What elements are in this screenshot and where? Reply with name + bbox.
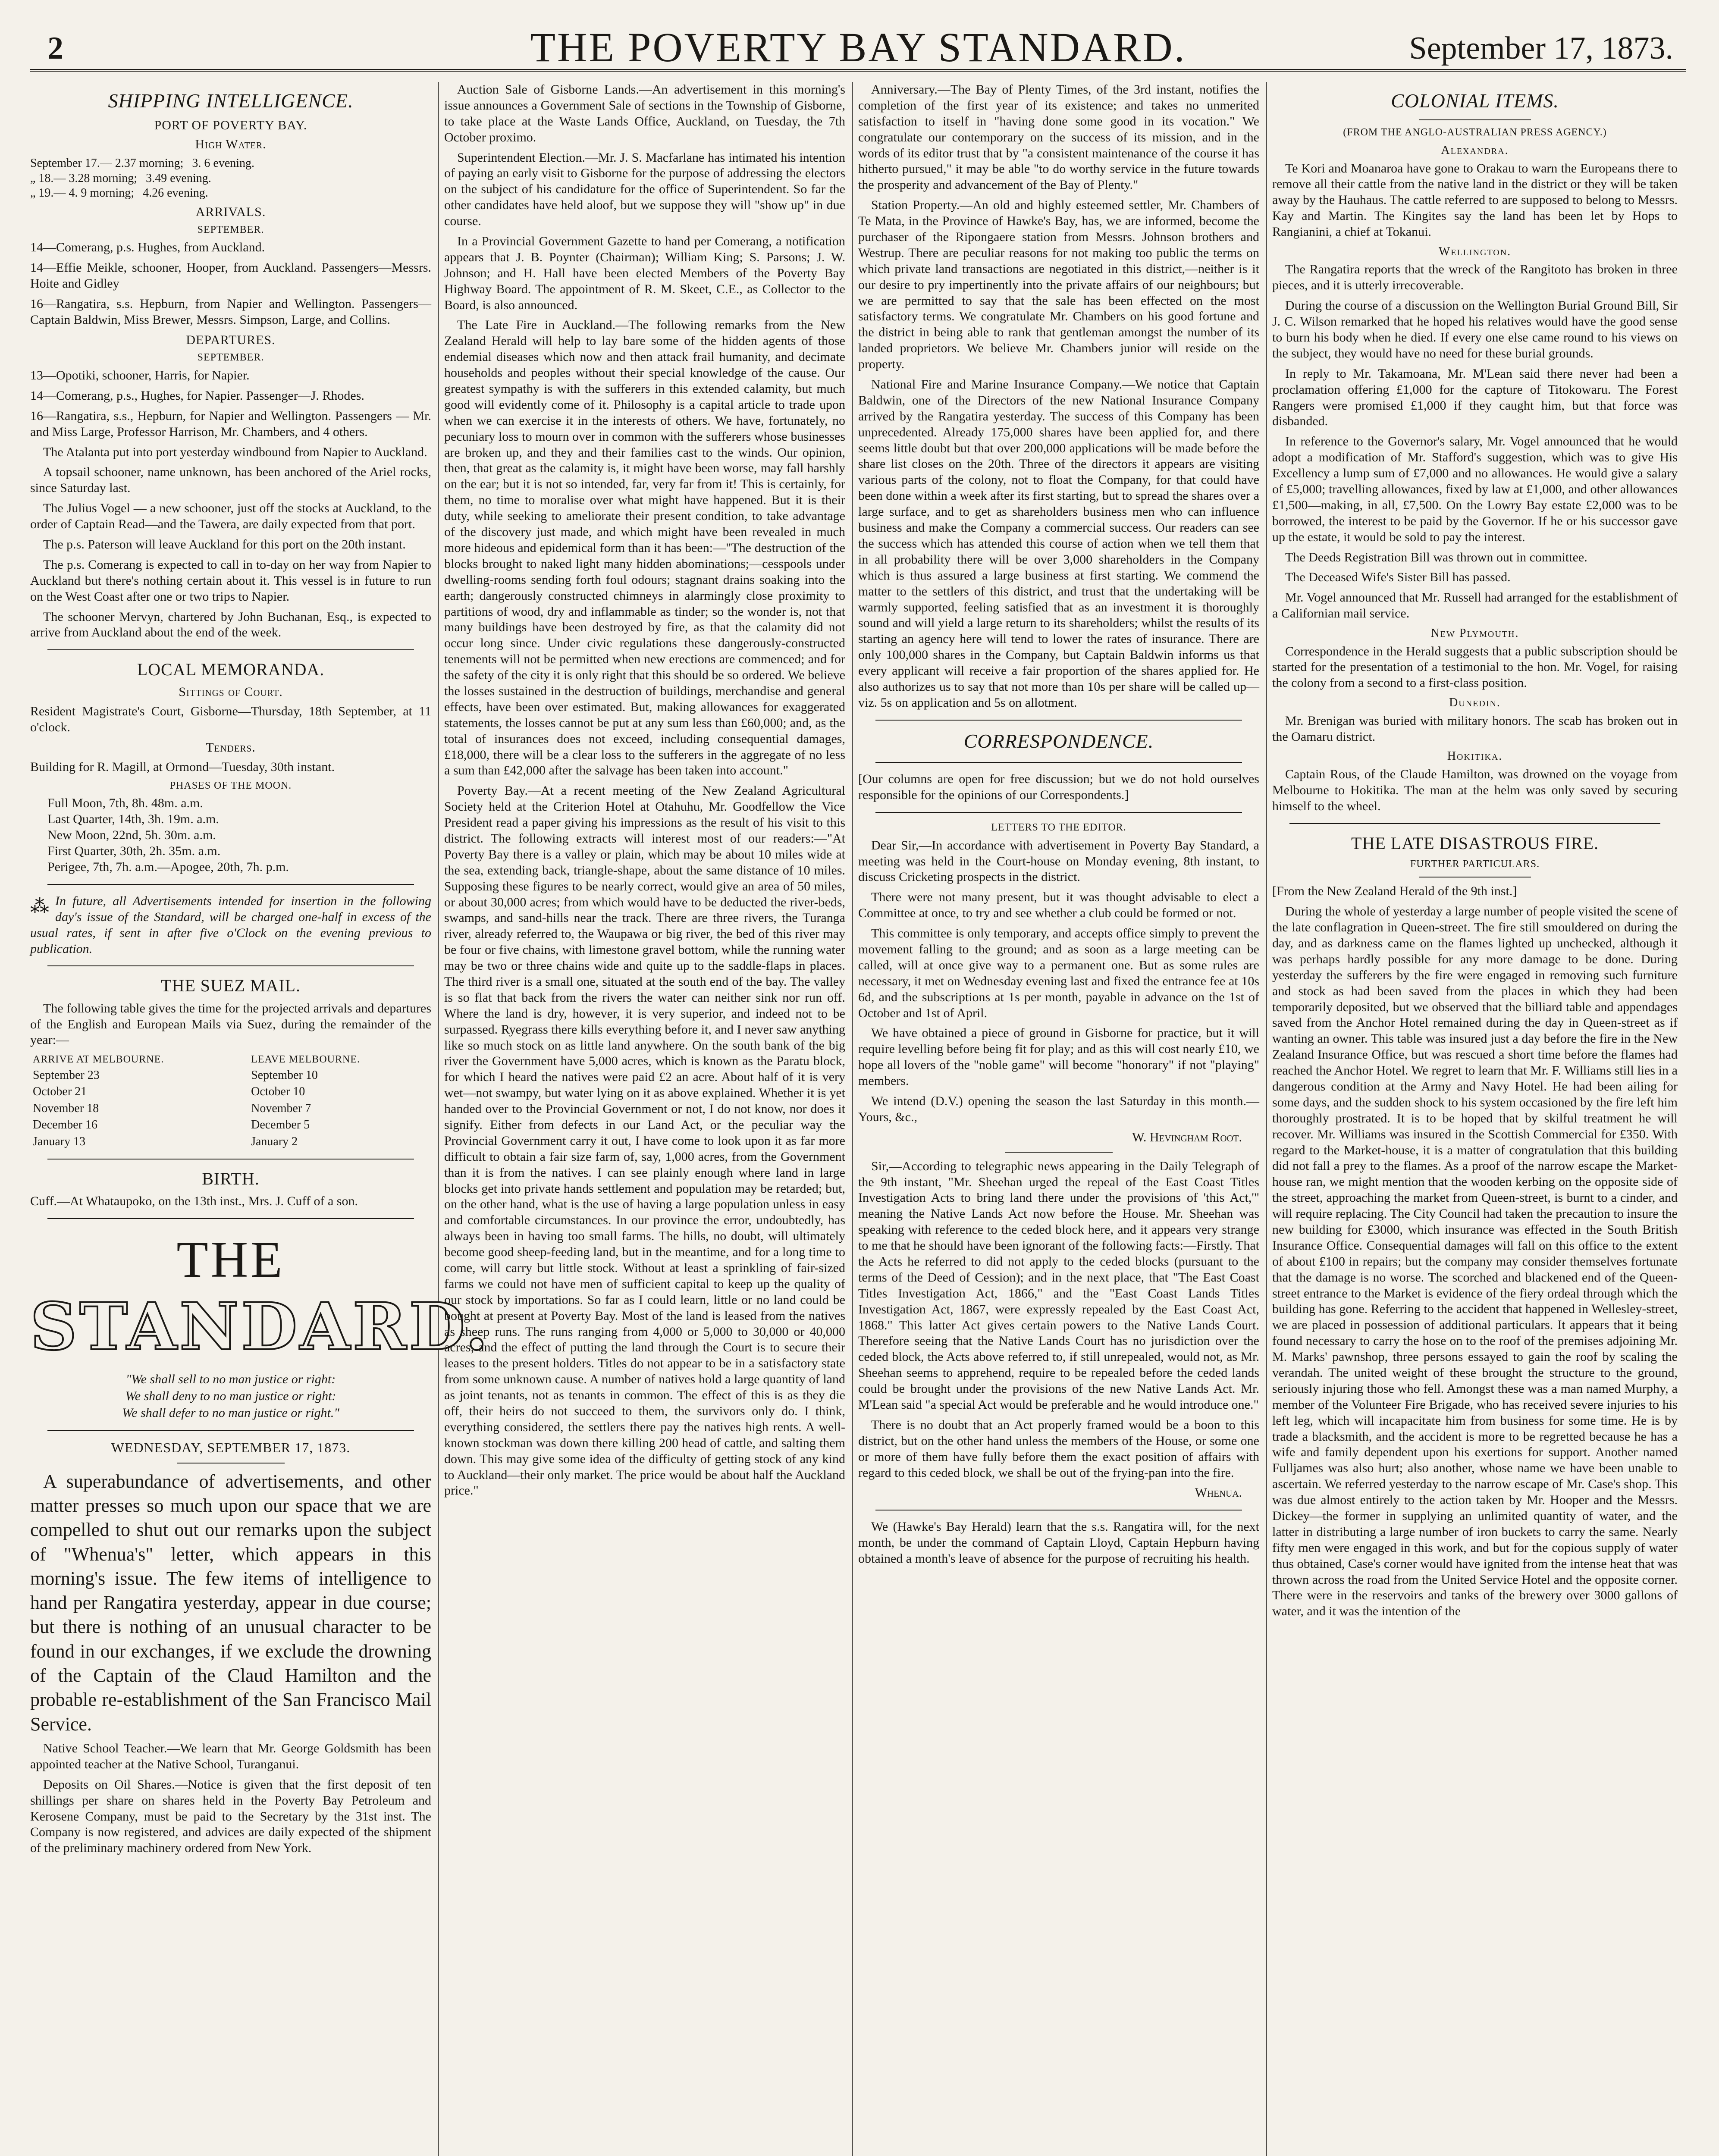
divider [1005,1152,1113,1153]
column-4 [1272,82,1678,2156]
letter-paragraph: We have obtained a piece of ground in Gisborne for practice, but it will require levelling before being fit for play; and as this will cost nearly £10, we hope all lovers of the "noble game" will become "honorary" if not "playing" members. [858,1026,1259,1088]
port-heading: PORT OF POVERTY BAY. [154,118,307,132]
suez-header-arrive: ARRIVE AT MELBOURNE. [33,1054,164,1065]
moon-entry: First Quarter, 30th, 2h. 35m. a.m. [47,844,221,859]
memoranda-heading: LOCAL MEMORANDA. [137,660,325,680]
moon-entry: New Moon, 22nd, 5h. 30m. a.m. [47,828,216,843]
news-paragraph: Captain Rous, of the Claude Hamilton, was drowned on the voyage from Melbourne to Hokitika. The man at the helm was only saved by securing himself to the wheel. [1272,767,1678,813]
leader-date: WEDNESDAY, SEPTEMBER 17, 1873. [111,1440,351,1456]
shipping-paragraph: The schooner Mervyn, chartered by John Buchanan, Esq., is expected to arrive from Auckland about the end of the week. [30,609,431,640]
advertising-notice: ⁂ In future, all Advertisements intended for insertion in the following day's issue of the Standard, will be charged one-half in excess of the usual rates, if sent in after five o'Clock on the evening previous to publication. [30,893,431,956]
divider [875,762,1242,763]
moon-entry: Last Quarter, 14th, 3h. 19m. a.m. [47,812,219,827]
issue-date: September 17, 1873. [1409,31,1673,66]
news-paragraph: Native School Teacher.—We learn that Mr. George Goldsmith has been appointed teacher at the Native School, Turanganui. [30,1741,431,1771]
departure-entry: 13—Opotiki, schooner, Harris, for Napier. [30,368,250,382]
table-row: September 23 September 10 [33,1068,318,1082]
standard-nameplate: STANDARD. [30,1288,491,1365]
divider [47,884,414,885]
masthead [30,17,1686,72]
letter-signature: Whenua. [1195,1485,1242,1500]
tide-row: „ 18.— 3.28 morning; 3.49 evening. [30,171,211,185]
news-paragraph: Superintendent Election.—Mr. J. S. Macfarlane has intimated his intention of paying an early visit to Gisborne for the purpose of addressing the electors on the subject of his candidature for the office of Superintendent. So far the other candidates have held aloof, but we suppose they will "show up" in due course. [444,150,845,229]
news-paragraph: Poverty Bay.—At a recent meeting of the New Zealand Agricultural Society held at the Criterion Hotel at Otahuhu, Mr. Goodfellow the Vice President read a paper giving his impressions as the result of his visit to this district. The following extracts will interest most of our readers:—"At Poverty Bay there is a valley or plain, which may be about 10 miles wide at the sea, extending back, triangle-shape, about the same distance of 10 miles. Supposing these figures to be nearly correct, would give an area of 50 miles, or about 30,000 acres; from which would have to be deducted the river-beds, swamps, and sand-hills near the track. There are three rivers, the Turanga river, already referred to, the Waupawa or big river, the bed of this river may be four or five chains, with limestone gravel bottom, while the running water may be two or three chains wide and quite up to the saddle-flaps in places. The third river is a small one, situated at the south end of the bay. The valley is so flat that back from the rivers the water can neither sink nor run off. Where the land is dry, however, it is very superior, and indeed not to be surpassed. Ryegrass there kills everything before it, and I never saw anything like so much stock on as little land anywhere. On the south bank of the big river the Government have 5,000 acres, which is known as the Paratu block, for which I heard the natives were paid £2 an acre. About half of it is very wet—not swampy, but water lying on it as above explained. Whether it is yet handed over to the Provincial Government or not, I do not know, nor does it signify. Either from defects in our Land Act, or the peculiar way the Provincial Government carry it out, I have come to look upon it as far more difficult to obtain a fair size farm of, say, 1,000 acres, from the Government than it is from the natives. I can see plainly enough where land in large blocks get into private hands settlement and population may be retarded; but, on the other hand, what is the use of having a large population unless in easy and comfortable circumstances. In our province the error, undoubtedly, has always been in having too small farms. The hills, no doubt, will ultimately become good sheep-feeding land, but in the meantime, and for a long time to come, will carry but little stock. Without at least a sprinkling of fair-sized farms we could not have men of sufficient capital to keep up the quality of our stock by importations. So far as I could learn, little or no land could be bought at present at Poverty Bay. Most of the land is leased from the natives as sheep runs. The runs ranging from 4,000 or 5,000 to 30,000 or 40,000 acres, and the effect of putting the land through the Court is to secure their leases to the present holders. Titles do not appear to be in a satisfactory state from some unknown cause. A number of natives hold a large quantity of land as joint tenants, not as tenants in common. The effect of this is as they die off, their heirs do not succeed to them, the survivors only do. I think, everything considered, the settlers there pay the natives high rents. A well-known stockman was down there killing 200 head of cattle, and salting them down. This may give some idea of the difficulty of getting stock of any kind to Auckland—their only market. The price would be about half the Auckland price." [444,783,845,1498]
newspaper-page [30,17,1686,2156]
letter-paragraph: There is no doubt that an Act properly framed would be a boon to this district, but on the other hand unless the members of the House, or some one or more of them have fully before them the exact position of affairs with regard to this ceded block, we shall be out of the frying-pan into the fire. [858,1417,1259,1480]
shipping-heading: SHIPPING INTELLIGENCE. [108,90,354,112]
tenders-heading: Tenders. [206,740,256,755]
shipping-paragraph: The p.s. Paterson will leave Auckland for this port on the 20th instant. [43,537,406,552]
arrival-entry: 14—Comerang, p.s. Hughes, from Auckland. [30,240,265,255]
table-row: December 16 December 5 [33,1118,310,1132]
fire-source-note: [From the New Zealand Herald of the 9th inst.] [1272,884,1517,899]
divider [47,1218,414,1219]
shipping-paragraph: The Julius Vogel — a new schooner, just off the stocks at Auckland, to the order of Captain Read—and the Tawera, are daily expected from that port. [30,501,431,532]
table-row: January 13 January 2 [33,1134,298,1148]
place-heading: Wellington. [1438,244,1512,258]
news-paragraph: Anniversary.—The Bay of Plenty Times, of the 3rd instant, notifies the completion of the first year of its existence; and takes no unmerited satisfaction to itself in "having done some good in its vocation." We congratulate our contemporary on the success of its mission, and in the words of its editor trust that by "a consistent maintenance of the course it has hitherto pursued," it may be able "to do worthy service in the future towards the prosperity and advancement of the Bay of Plenty." [858,82,1259,192]
moon-list [30,796,431,875]
news-paragraph: In reply to Mr. Takamoana, Mr. M'Lean said there never had been a proclamation offering £1,000 for the capture of Titokowaru. The Forest Rangers were promised £1,000 if they caught him, but that force was disbanded. [1272,366,1678,429]
news-paragraph: National Fire and Marine Insurance Company.—We notice that Captain Baldwin, one of the Directors of the new National Insurance Company arrived by the Rangatira yesterday. The success of this Company has been unprecedented. Already 175,000 shares have been applied for, and there seems little doubt but that over 200,000 applications will be made before the share list closes on the 20th. Three of the directors it appears are visiting various parts of the colony, not to float the Company, for that could have been done within a week after its first starting, but to spread the shares over a large surface, and to get as shareholders business men who can influence business and make the Company a commercial success. Our readers can see the success which has attended this course of action when we tell them that in all probability there will be over 3,000 shareholders in the Company which is thus assured a large business at first starting. We commend the matter to the settlers of this district, and trust that the undertaking will be warmly supported, feeling satisfied that as an investment it is thoroughly sound and will yield a large return to its shareholders; whilst the results of its starting an agency here will tend to lower the rates of insurance. There are only 100,000 shares in the Company, but Captain Baldwin informs us that every applicant will receive a fair proportion of the shares applied for. He also authorizes us to say that not more than 10s per share will be called up—viz. 5s on application and 5s on allotment. [858,377,1259,710]
departures-heading: DEPARTURES. [186,332,276,347]
news-paragraph: Mr. Brenigan was buried with military honors. The scab has broken out in the Oamaru district. [1272,713,1678,744]
news-paragraph: During the whole of yesterday a large number of people visited the scene of the late conflagration in Queen-street. The fire still smouldered on during the day, and as darkness came on the flames lighted up unchecked, although it was perhaps hardly possible for any more damage to be done. During yesterday the sufferers by the fire were engaged in removing such furniture and stock as had been saved from the places in which they had been temporarily deposited, but we observed that the billiard table and appendages saved from the Anchor Hotel remained during the day in Queen-street as if wanting an owner. This table was insured just a day before the fire in the New Zealand Insurance Office, but was rescued a short time before the flames had reached the Anchor Hotel. We regret to learn that Mr. F. Williams still lies in a dangerous condition at the Army and Navy Hotel. He had been ailing for some days, and the sudden shock to his system occasioned by the fire left him thoroughly prostrated. It is to be hoped that by skilful treatment he will recover. Mr. Williams was insured in the Scottish Commercial for £350. With regard to the Market-house, it is a matter of congratulation that this building did not fall a prey to the flames. As a proof of the narrow escape the Market-house ran, we might mention that the wooden kerbing on the opposite side of the street, approaching the market from Queen-street, is burnt to a cinder, and will require replacing. The City Council had taken the precaution to insure the new building for £3000, which insurance was effected in the South British Insurance Office. Consequential damages will fall on this office to the extent of about £100 in repairs; but the company may consider themselves fortunate that the damage is no worse. The scorched and blackened end of the Queen-street entrance to the Market is evidence of the fiery ordeal through which the building has gone. Referring to the accident that happened in Wellesley-street, we are placed in possession of additional particulars. It appears that it being found necessary to carry the hose on to the roof of the premises adjoining Mr. M. Marks' pawnshop, three persons essayed to gain the roof by scaling the verandah. The united weight of these brought the structure to the ground, seriously injuring those who fell. Amongst these was a man named Murphy, a member of the Volunteer Fire Brigade, who has received severe injuries to his left leg, which will incapacitate him from business for some time. He is by trade a blacksmith, and the accident is more to be regretted because he has a wife and family dependent upon his exertions for support. Another named Fulljames was also hurt; also another, whose name we have been unable to ascertain. We referred yesterday to the narrow escape of Mr. Case's shop. This was due almost entirely to the action taken by Mr. Hooper and the Messrs. Dickey—the former in supplying an unlimited quantity of water, and the latter in distributing a large number of iron buckets to carry the same. Nearly fifty men were engaged in this work, and but for the copious supply of water thus obtained, Case's corner would have ignited from the intense heat that was thrown across the road from the United Service Hotel and the opposite corner. There were in the reservoirs and tanks of the brewery over 3000 gallons of water, and it was the intention of the [1272,904,1678,1619]
motto: "We shall sell to no man justice or right: We shall deny to no man justice or right: We shall defer to no man justice or right." [122,1372,339,1420]
column-3 [858,82,1259,2156]
departure-entry: 16—Rangatira, s.s., Hepburn, for Napier and Wellington. Passengers — Mr. and Miss Large, Professor Harrison, Mr. Chambers, and 4 others. [30,408,431,439]
sittings-heading: Sittings of Court. [179,685,283,699]
moon-entry: Full Moon, 7th, 8h. 48m. a.m. [47,796,203,811]
place-heading: Hokitika. [1447,749,1503,763]
shipping-paragraph: The p.s. Comerang is expected to call in to-day on her way from Napier to Auckland but there's nothing certain about it. This vessel is in future to run on the West Coast after one or two trips to Napier. [30,557,431,604]
divider [1419,119,1531,120]
birth-heading: BIRTH. [202,1169,260,1189]
news-paragraph: In a Provincial Government Gazette to hand per Comerang, a notification appears that J. B. Poynter (Chairman); William King; S. Parsons; J. W. Johnson; and H. Hall have been elected Members of the Poverty Bay Highway Board. The appointment of R. M. Skeet, C.E., as Collector to the Board, is also announced. [444,234,845,312]
columns [30,82,1686,2156]
colonial-source: (FROM THE ANGLO-AUSTRALIAN PRESS AGENCY.) [1343,126,1607,138]
news-paragraph: The Late Fire in Auckland.—The following remarks from the New Zealand Herald will help to lay bare some of the hidden agents of those endemial diseases which now and then attack frail humanity, and decimate households and peoples without their special knowledge of the cause. Our greatest sympathy is with the sufferers in this extended calamity, but much good will evidently come of it. Philosophy is a capital article to trade upon when we can exercise it in the interests of others. We have, fortunately, no pecuniary loss to mourn over in common with the sufferers whose businesses are broken up, and they and their families cast to the winds. Our opinion, then, that great as the calamity is, it might have been worse, may fall harshly on the ear; but it is not so intended, far, very far from it! This is certainly, for them, no time to moralise over what might have happened. But it is their duty, while seeking to ameliorate their present condition, to take advantage of the discovery just made, and which might have been revealed in much more hideous and epidemical form than it has been:—"The destruction of the blocks brought to naked light many hidden abominations;—cesspools under dwelling-rooms sending forth foul odours; stagnant drains soaking into the earth; dangerously constructed chimneys in alarmingly close proximity to partitions of wood, dry and inflammable as tinder; so the wonder is, not that many buildings have been destroyed by fire, as that the calamity did not occur long since. Under civic regulations these dangerously-constructed tenements will not be permitted when new erections are commenced; and for the safety of the city it is only right that this should be so ordered. We believe the losses sustained in the destruction of buildings, merchandise and general effects, have been over estimated. But, making allowances for exaggerated statements, the losses cannot be put at any sum less than £60,000; and, as the total of insurances does not exceed, including consequential damages, £18,000, there will be a clear loss to the sufferers in the aggregate of no less a sum than £42,000 after the salvage has been taken into account." [444,318,845,778]
news-paragraph: Correspondence in the Herald suggests that a public subscription should be started for the presentation of a testimonial to the hon. Mr. Vogel, for raising the colony from a second to a first-class position. [1272,644,1678,690]
news-paragraph: In reference to the Governor's salary, Mr. Vogel announced that he would adopt a modification of Mr. Stafford's suggestion, which was to give His Excellency a lump sum of £7,000 and no allowances. He would give a salary of £5,000; travelling allowances, fixed by law at £1,000, and other allowances £1,500—making, in all, £7,500. On the Lowry Bay estate £2,000 was to be borrowed, the interest to be paid by the Governor. If he or his successor gave up the estate, it would be sold to pay the interest. [1272,434,1678,544]
correspondence-note: [Our columns are open for free discussion; but we do not hold ourselves responsible for the opinions of our Correspondents.] [858,772,1259,802]
birth-text: Cuff.—At Whataupoko, on the 13th inst., Mrs. J. Cuff of a son. [30,1194,358,1209]
divider [47,1430,414,1431]
divider [47,649,414,650]
leader-article: A superabundance of advertisements, and other matter presses so much upon our space that we are compelled to shut out our remarks upon the subject of "Whenua's" letter, which appears in this morning's issue. The few items of intelligence to hand per Rangatira yesterday, appear in due course; but there is nothing of an unusual character to be found in our exchanges, if we exclude the drowning of the Captain of the Claud Hamilton and the probable re-establishment of the San Francisco Mail Service. [30,1470,431,1735]
arrival-entry: 16—Rangatira, s.s. Hepburn, from Napier and Wellington. Passengers—Captain Baldwin, Miss Brewer, Messrs. Simpson, Large, and Collins. [30,296,431,327]
tide-row: „ 19.— 4. 9 morning; 4.26 evening. [30,186,208,200]
page-number: 2 [47,31,63,66]
moon-entry: Perigee, 7th, 7h. a.m.—Apogee, 20th, 7h. p.m. [47,860,289,874]
moon-heading: PHASES OF THE MOON. [169,780,292,791]
letters-heading: LETTERS TO THE EDITOR. [991,822,1126,834]
fire-subheading: FURTHER PARTICULARS. [1410,858,1540,870]
correspondence-heading: CORRESPONDENCE. [963,730,1154,752]
news-paragraph: Te Kori and Moanaroa have gone to Orakau to warn the Europeans there to remove all their cattle from the native land in the district or they will be taken away by the Hauhaus. The cattle referred to are supposed to belong to Messrs. Kay and Martin. The Kingites say the land has been let by Hops to Rangianini, a chief at Tokanui. [1272,161,1678,239]
tide-list [30,156,431,201]
place-heading: Dunedin. [1449,696,1501,710]
divider [875,720,1242,721]
shipping-paragraph: The Atalanta put into port yesterday windbound from Napier to Auckland. [43,445,427,459]
suez-intro: The following table gives the time for the projected arrivals and departures of the English and European Mails via Suez, during the remainder of the year:— [30,1001,431,1047]
arrivals-month: SEPTEMBER. [197,224,264,235]
tenders-text: Building for R. Magill, at Ormond—Tuesday, 30th instant. [30,760,335,774]
news-paragraph: Mr. Vogel announced that Mr. Russell had arranged for the establishment of a Californian mail service. [1272,590,1678,621]
news-paragraph: We (Hawke's Bay Herald) learn that the s.s. Rangatira will, for the next month, be under the command of Captain Lloyd, Captain Hepburn having obtained a month's leave of absence for the purpose of recruiting his health. [858,1520,1259,1566]
arrival-entry: 14—Effie Meikle, schooner, Hooper, from Auckland. Passengers—Messrs. Hoite and Gidley [30,260,431,291]
column-1 [30,82,491,2156]
news-paragraph: During the course of a discussion on the Wellington Burial Ground Bill, Sir J. C. Wilson remarked that he hoped his relatives would have the good sense to burn his body when he died. If every one else came round to his views on the subject, they would have no need for these burial grounds. [1272,298,1678,360]
arrivals-heading: ARRIVALS. [195,204,266,219]
letter-paragraph: There were not many present, but it was thought advisable to elect a Committee at once, to try and see whether a club could be formed or not. [858,890,1259,921]
departures-month: SEPTEMBER. [197,352,264,364]
asterism-icon: ⁂ [30,896,49,917]
column-2 [444,82,845,2156]
place-heading: New Plymouth. [1430,627,1519,640]
shipping-paragraph: A topsail schooner, name unknown, has been anchored of the Ariel rocks, since Saturday last. [30,465,431,495]
divider [1289,823,1660,824]
high-water-heading: High Water. [195,137,267,152]
suez-table [30,1053,431,1150]
news-paragraph: The Rangatira reports that the wreck of the Rangitoto has broken in three pieces, and it is utterly irrecoverable. [1272,262,1678,293]
suez-heading: THE SUEZ MAIL. [161,976,301,996]
divider [875,812,1242,813]
letter-signature: W. Hevingham Root. [1132,1130,1242,1144]
news-paragraph: The Deceased Wife's Sister Bill has passed. [1285,570,1511,585]
departure-entry: 14—Comerang, p.s., Hughes, for Napier. Passenger—J. Rhodes. [30,388,364,403]
sittings-text: Resident Magistrate's Court, Gisborne—Thursday, 18th September, at 11 o'clock. [30,704,431,735]
divider [47,965,414,966]
table-row: October 21 October 10 [33,1085,305,1099]
letter-paragraph: Sir,—According to telegraphic news appearing in the Daily Telegraph of the 9th instant, "Mr. Sheehan urged the repeal of the East Coast Titles Investigation Acts to bring land there under the provisions of 'this Act,'" meaning the Native Lands Act now before the House. Mr. Sheehan was speaking with reference to the ceded block here, and it appears very strange to me that he should have been ignorant of the following facts:—Firstly. That the Acts he referred to did not apply to the ceded blocks (pursuant to the terms of the Deed of Cession); and in the next place, that "The East Coast Titles Investigation Act, 1866," and the "East Coast Lands Titles Investigation Act, 1867, were expressly repealed by the East Coast Act, 1868." This latter Act gives certain powers to the Native Lands Court. Therefore seeing that the Native Lands Court has no jurisdiction over the ceded block, the Acts above referred to, if still unrepealed, would not, as Mr. Sheehan seems to apprehend, require to be repealed before the ceded lands could be brought under the provisions of the new Native Lands Act. Mr. M'Lean said "a special Act would be preferable and he would introduce one." [858,1159,1259,1412]
letter-paragraph: This committee is only temporary, and accepts office simply to prevent the movement falling to the ground; and as soon as a large meeting can be called, will at once give way to a permanent one. But as some rules are necessary, it met on Wednesday evening last and fixed the entrance fee at 10s 6d, and the subscriptions at 1s per month, payable in advance on the 1st of October and 1st of April. [858,926,1259,1020]
news-paragraph: The Deeds Registration Bill was thrown out in committee. [1285,550,1587,564]
letter-paragraph: Dear Sir,—In accordance with advertisement in Poverty Bay Standard, a meeting was held in the Court-house on Monday evening, 8th instant, to discuss Cricketing prospects in the district. [858,838,1259,884]
standard-the: THE [176,1231,285,1288]
fire-heading: THE LATE DISASTROUS FIRE. [1351,833,1599,853]
letter-paragraph: We intend (D.V.) opening the season the last Saturday in this month.—Yours, &c., [858,1094,1259,1124]
suez-header-leave: LEAVE MELBOURNE. [251,1054,360,1065]
tide-row: September 17.— 2.37 morning; 3. 6 evening. [30,157,255,170]
place-heading: Alexandra. [1441,144,1509,157]
news-paragraph: Station Property.—An old and highly esteemed settler, Mr. Chambers of Te Mata, in the Province of Hawke's Bay, has, we are informed, become the purchaser of the Ripongaere station from Messrs. Johnson brothers and Westrup. There are peculiar reasons for not making too public the terms on which private land transactions are negotiated in this district,—neither is it our desire to pry impertinently into the private affairs of our neighbours; but we are permitted to say that the sale has been effected on the most satisfactory terms. We congratulate Mr. Chambers on his good fortune and the district in being able to rank that gentleman amongst the number of its landed proprietors. We believe Mr. Chambers junior will reside on the property. [858,198,1259,372]
news-paragraph: Auction Sale of Gisborne Lands.—An advertisement in this morning's issue announces a Government Sale of sections in the Township of Gisborne, to take place at the Waste Lands Office, Auckland, on Tuesday, the 7th October proximo. [444,82,845,144]
colonial-heading: COLONIAL ITEMS. [1391,90,1559,112]
newspaper-title: THE POVERTY BAY STANDARD. [530,24,1186,70]
table-row: November 18 November 7 [33,1101,311,1115]
news-paragraph: Deposits on Oil Shares.—Notice is given that the first deposit of ten shillings per share on shares held in the Poverty Bay Petroleum and Kerosene Company, must be paid to the Secretary by the 31st inst. The Company is now registered, and advices are daily expected of the shipment of the preliminary machinery ordered from New York. [30,1777,431,1855]
